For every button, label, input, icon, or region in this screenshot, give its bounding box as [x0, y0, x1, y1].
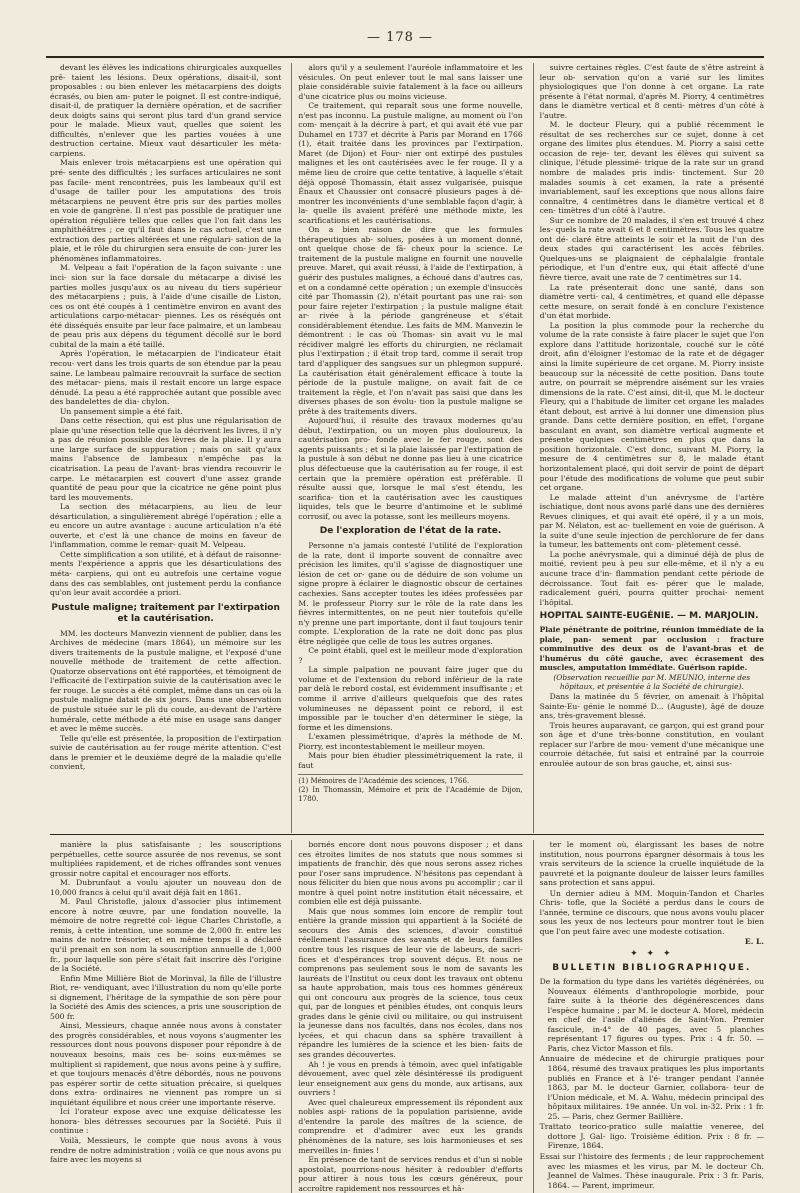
paragraph: Enfin Mme Millière Biot de Morinval, la fille de l'illustre Biot, re- vendiquant, avec l'illustration du nom qu'elle porte si dignement, l'héritage de la sympathie de son père pour la Société des Amis des sciences, a pris une souscription de 500 fr.: [50, 973, 282, 1021]
section-heading-pustule: Pustule maligne; traitement par l'extirpation et la cautérisation.: [51, 602, 280, 624]
bibliography-entry: Annuaire de médecine et de chirurgie pratiques pour 1864, résumé des travaux pratiques les plus importants publiés en France et à l'é- tranger pendant l'année 1863, par M. le docteur Garnier, collabora- teur de l'Union médicale, et M. A. Wahu, médecin principal des hôpitaux militaires. 19e année. Un vol. in-32. Prix : 1 fr. 25. — Paris, chez Germer Baillière.: [539, 1054, 764, 1121]
paragraph: Voilà, Messieurs, le compte que nous avons à vous rendre de notre administration ; voilà ce que nous avons pu faire avec les moyens si: [50, 1135, 282, 1165]
paragraph: Avec quel chaleureux empressement ils répondent aux nobles aspi- rations de la population parisienne, avide d'entendre la parole des maîtres de la science, de comprendre et d'admirer avec eux les grands phénomènes de la nature, ses lois harmonieuses et ses merveilles in- finies !: [298, 1097, 523, 1155]
paragraph: Sur ce nombre de 20 malades, il s'en est trouvé 4 chez les- quels la rate avait 6 et 8 centimètres. Tous les quatre ont dé- claré être atteints le soir et la nuit de l'un des deux stades qui caractérisent les accès fébriles. Quelques-uns se plaignaient de céphalalgie frontale périodique, et l'un d'entre eux, qui était affecté d'une fièvre tierce, avait une rate de 7 centimètres sur 14.: [539, 215, 764, 283]
paragraph: La simple palpation ne pouvant faire juger que du volume et de l'extension du rebord inférieur de la rate par delà le rebord costal, est évidemment insuffisante ; et comme il arrive d'ailleurs quelquefois que des rates volumineuses ne dépassent point ce rebord, il est impossible par le toucher d'en déterminer le siège, la forme et les dimensions.: [298, 665, 523, 732]
column-1: [50, 63, 281, 833]
author-signature: E. L.: [744, 937, 764, 947]
upper-columns: [50, 63, 764, 833]
paragraph: alors qu'il y a seulement l'auréole inflammatoire et les vésicules. On peut enlever tout le mal sans laisser une plaie considérable suivie fatalement à la face ou ailleurs d'une cicatrice plus ou moins vicieuse.: [298, 63, 523, 101]
paragraph: M. Dubrunfaut a voulu ajouter un nouveau don de 10,000 francs à celui qu'il avait déjà fait en 1861.: [50, 878, 282, 897]
paragraph: Ici l'orateur expose avec une exquise délicatesse les honora- bles détresses secourues par la Société. Puis il continue :: [50, 1107, 282, 1136]
bibliography-entry: Essai sur l'histoire des ferments ; de leur rapprochement avec les miasmes et les virus, par M. le docteur Ch. Jeannel de Valmes. Thèse inaugurale. Prix : 3 fr. Paris, 1864. — Parent, imprimeur.: [539, 1151, 764, 1190]
bottom-column-1: [50, 840, 281, 1193]
paragraph: L'examen plessimétrique, d'après la méthode de M. Piorry, est incontestablement le meilleur moyen.: [298, 732, 523, 751]
paragraph: devant les élèves les indications chirurgicales auxquelles prê- taient les lésions. Deux opérations, disait-il, sont proposables : ou bien enlever les métacarpiens des doigts écrasés, ou bien am- puter le poignet. Il est contre-indiqué, disait-il, de pratiquer la dernière opération, et de sacrifier deux doigts sains qui seront plus tard d'un grand service pour le malade. Mieux vaut, quelles que soient les difficultés, n'enlever que les parties vouées à une destruction certaine. Mieux vaut désarticuler les méta- carpiens.: [50, 63, 282, 158]
bottom-column-3: [533, 840, 764, 1193]
bibliography-heading: BULLETIN BIBLIOGRAPHIQUE.: [552, 962, 752, 973]
paragraph: Le malade atteint d'un anévrysme de l'artère ischiatique, dont nous avons parlé dans une des dernières Revues cliniques, et qui avait été opéré, il y a un mois, par M. Nélaton, est ac- tuellement en voie de guérison. A la suite d'une seule injection de perchlorure de fer dans la tumeur, les battements ont com- plètement cessé.: [539, 492, 764, 550]
bottom-column-2: [291, 840, 522, 1193]
paragraph: Dans cette résection, qui est plus une régularisation de plaie qu'une résection telle que la décrivent les livres, il n'y a pas de réunion possible des lèvres de la plaie. Il y aura une large surface de suppuration ; mais on sait qu'aux mains l'absence de lambeaux n'empêche pas la cicatrisation. La peau de l'avant- bras viendra recouvrir le carpe. Le métacarpien est couvert d'une assez grande quantité de peau pour que la cicatrice ne gêne point plus tard les mouvements.: [50, 416, 282, 502]
paragraph: ter le moment où, élargissant les bases de notre institution, nous pourrons épargner désormais à tous les vrais serviteurs de la science la cruelle inquiétude de la pauvreté et la poignante douleur de laisser leurs familles sans protection et sans appui.: [539, 840, 764, 888]
paragraph: On a bien raison de dire que les formules thérapeutiques ab- solues, posées à un moment donné, ont quelque chose de fâ- cheux pour la science. Le traitement de la pustule maligne en fournit une nouvelle preuve. Maret, qui avait réussi, à l'aide de l'extirpation, à guérir des pustules malignes, a échoué dans d'autres cas, et on a condamné cette opération ; un exemple d'insuccès cité par Thomassin (2), n'était pourtant pas une rai- son pour faire rejeter l'extirpation ; la pustule maligne était ar- rivée à la période gangréneuse et s'était considérablement étendue. Les faits de MM. Manvezin le démontrent : le cas où Thomas- sin avait vu le mal récidiver malgré les efforts du chirurgien, ne réclamait plus l'extirpation ; il était trop tard, comme il serait trop tard d'appliquer des sangsues sur un phlegmon suppuré. La cautérisation était généralement efficace à toute la période de la pustule maligne, on avait fait de ce traitement la règle, et l'on n'avait pas saisi que dans les diverses phases de son évolu- tion la pustule maligne se prête à des traitements divers.: [298, 225, 523, 416]
section-heading-hospital: HOPITAL SAINTE-EUGÉNIE. — M. MARJOLIN.: [539, 611, 759, 622]
paragraph: Aujourd'hui, il résulte des travaux modernes qu'au début, l'extirpation, ou un moyen plus douloureux, la cautérisation pro- fonde avec le fer rouge, sont des agents puissants ; et si la plaie laissée par l'extirpation de la pustule à son début ne donne pas lieu à une cicatrice plus défectueuse que la cautérisation au fer rouge, il est certain que la première opération est préférable. Il résulte aussi que, lorsque le mal s'est étendu, les scarifica- tion et la cautérisation avec les caustiques liquides, tels que le beurre d'antimoine et le sublimé corrosif, ou avec la potasse, sont les meilleurs moyens.: [298, 416, 523, 521]
paragraph: MM. les docteurs Manvezin viennent de publier, dans les Archives de médecine (mars 1864), un mémoire sur les divers traitements de la pustule maligne, et l'exposé d'une nouvelle méthode de traitement de cette affection. Quatorze observations ont été rapportées, et témoignent de l'efficacité de l'extirpation suivie de la cautérisation avec le fer rouge. Le succès a été complet, même dans un cas où la pustule maligne datait de six jours. Dans une observation de pustule située sur le pli du coude, au-devant de l'artère humérale, cette méthode a été mise en usage sans danger et avec le même succès.: [50, 628, 282, 734]
section-heading-exploration: De l'exploration de l'état de la rate.: [319, 526, 502, 537]
paragraph: Ce traitement, qui reparaît sous une forme nouvelle, n'est pas inconnu. La pustule maligne, au moment où l'on com- mençait à la décrire à part, et qui avait été vue par Duhamel en 1737 et décrite à Paris par Morand en 1766 (1), était traitée dans les provinces par l'extirpation. Maret (de Dijon) et Four- nier ont extirpé des pustules malignes et les ont cautérisées avec le fer rouge. Il y a même lieu de croire que cette tentative, à laquelle s'était déjà opposé Thomassin, était assez vulgarisée, puisque Énaux et Chaussier ont consacré plusieurs pages à dé- montrer les inconvénients d'une semblable façon d'agir, à la- quelle ils avaient préféré une méthode mixte, les scarifications et les cautérisations.: [298, 101, 523, 225]
paragraph: Trois heures auparavant, ce garçon, qui est grand pour son âge et d'une très-bonne constitution, en voulant replacer sur l'arbre de mou- vement d'une mécanique une courroie détachée, fut saisi et entraîné par la courroie enroulée autour de son bras gauche, et, ainsi sus-: [539, 720, 764, 768]
footnotes: [298, 774, 522, 804]
paragraph: La position la plus commode pour la recherche du volume de la rate consiste à faire placer le sujet que l'on explore dans l'attitude horizontale, couché sur le côté droit, afin d'éloigner l'estomac de la rate et de dégager ainsi la limite supérieure de cet organe. M. Piorry insiste beaucoup sur la nécessité de cette position. Dans toute autre, on pourrait se méprendre aisément sur les vraies dimensions de la rate. C'est ainsi, dit-il, que M. le docteur Fleury, qui a l'habitude de limiter cet organe les malades étant debout, est arrivé à lui donner une dimension plus grande. Dans cette dernière position, en effet, l'organe basculant en avant, son diamètre vertical augmente et présente quelques centimètres en plus que dans la position horizontale. C'est donc, suivant M. Piorry, la mesure de 4 centimètres sur 8, le malade étant horizontalement placé, qui doit servir de point de départ pour l'étude des modifications de volume que peut subir cet organe.: [539, 320, 764, 493]
paragraph: La rate présenterait donc une santé, dans son diamètre verti- cal, 4 centimètres, et quand elle dépasse cette mesure, on serait fondé à en conclure l'existence d'un état morbide.: [539, 282, 764, 321]
paragraph: Mais enlever trois métacarpiens est une opération qui pré- sente des difficultés ; les surfaces articulaires ne sont pas facile- ment rencontrées, puis les lambeaux qu'il est d'usage de tailler pour les amputations des trois métacarpiens ne peuvent être pris sur des parties molles en voie de gangrène. Il n'est pas possible de pratiquer une opération régulière telles que celles que l'on fait dans les amphithéâtres ; ce qu'il faut dans le cas actuel, c'est une extraction des parties altérées et une régulari- sation de la plaie, et le rôle du chirurgien sera ensuite de con- jurer les phénomènes inflammatoires.: [50, 158, 282, 263]
paragraph: Telle qu'elle est présentée, la proposition de l'extirpation suivie de cautérisation au fer rouge mérite attention. C'est dans le premier et le deuxième degré de la maladie qu'elle convient,: [50, 733, 282, 772]
paragraph: manière la plus satisfaisante ; les souscriptions perpétuelles, cette source assurée de nos revenus, se sont multipliées rapidement, et de riches offrandes sont venues grossir notre capital et encourager nos efforts.: [50, 840, 282, 878]
paragraph: Ainsi, Messieurs, chaque année nous avons à constater des progrès considérables, et nous voyons s'augmenter les ressources dont nous pouvons disposer pour répondre à de nouveaux besoins, mais ces be- soins eux-mêmes se multiplient si rapidement, que nous avons peine à y suffire, et que toujours menacés d'être débordés, nous ne pouvons pas espérer sortir de cette situation précaire, si quelques dons extra- ordinaires ne viennent pas rompre un si inquiétant équilibre et nous créer une importante réserve.: [50, 1021, 282, 1107]
paragraph: Après l'opération, le métacarpien de l'indicateur était recou- vert dans les trois quarts de son étendue par la peau saine. Le lambeau palmaire recouvrait la surface de section des métacar- piens, mais il restait encore un large espace dénudé. La peau a été rapprochée autant que possible avec des bandelettes de dia- chylon.: [50, 349, 282, 407]
paragraph: M. le docteur Fleury, qui a publié récemment le résultat de ses recherches sur ce sujet, donne à cet organe des limites plus étendues. M. Piorry a saisi cette occasion de reje- ter, devant les élèves qui suivent sa clinique, l'étude plessimé- trique de la rate sur un grand nombre de malades pris indis- tinctement. Sur 20 malades soumis à cet examen, la rate a présenté invariablement, sauf les exceptions que nous allons faire connaître, 4 centimètres dans le diamètre vertical et 8 cen- timètres d'un côté à l'autre.: [539, 120, 764, 216]
paragraph: Mais pour bien étudier plessimétriquement la rate, il faut: [298, 751, 523, 770]
column-2: [291, 63, 522, 833]
paragraph: La poche anévrysmale, qui a diminué déjà de plus de moitié, revient peu à peu sur elle-même, et il n'y a eu aucune trace d'in- flammation pendant cette période de décroissance. Tout fait es- pérer que le malade, radicalement guéri, pourra quitter prochai- nement l'hôpital.: [539, 549, 764, 607]
paragraph: Personne n'a jamais contesté l'utilité de l'exploration de la rate, dont il importe souvent de connaître avec précision les limites, qu'il s'agisse de diagnostiquer une lésion de cet or- gane ou de déduire de son volume un signe propre à éclairer le diagnostic obscur de certaines cachexies. Sans accepter toutes les idées professées par M. le professeur Piorry sur le rôle de la rate dans les fièvres intermittentes, on ne peut nier toutefois qu'elle n'y prenne une part importante, dont il faut toujours tenir compte. L'exploration de la rate ne doit donc pas plus être négligée que celle de tous les autres organes.: [298, 541, 523, 646]
page-number: — 178 —: [366, 30, 434, 45]
case-observation-note: (Observation recueillie par M. MEUNIO, interne des hôpitaux, et présentée à la Société de chirurgie).: [553, 672, 751, 692]
lower-columns: [50, 840, 764, 1193]
bibliography-entry: De la formation du type dans les variétés dégénérées, ou Nouveaux éléments d'anthropologie morbide, pour faire suite à la théorie des dégénérescences dans l'espèce humaine ; par M. le docteur A. Morel, médecin en chef de l'asile d'aliénés de Saint-Yon. Premier fascicule, in-4° de 40 pages, avec 5 planches représentant 17 figures ou types. Prix : 4 fr. 50. — Paris, chez Victor Masson et fils.: [539, 977, 764, 1053]
footnote: (1) Mémoires de l'Académie des sciences, 1766.: [298, 777, 470, 786]
paragraph: Cette simplification a son utilité, et à défaut de raisonne- ments l'expérience a appris que les désarticulations des méta- carpiens, qui ont eu autrefois une certaine vogue dans des cas semblables, ont justement perdu la confiance qu'on leur avait accordée a priori.: [50, 549, 282, 598]
paragraph: bornés encore dont nous pouvons disposer ; et dans ces étroites limites de nos statuts que nous sommes si impatients de franchir, dès que nous serons assez riches pour l'oser sans imprudence. N'hésitons pas cependant à nous féliciter du bien que nous avons pu accomplir ; car il montre à quel point notre institution était nécessaire, et combien elle est déjà puissante.: [298, 840, 523, 907]
ornament-divider: ✦ ✦ ✦: [630, 949, 674, 960]
paragraph: M. Velpeau a fait l'opération de la façon suivante : une inci- sion sur la face dorsale du métacarpe a divisé les parties molles jusqu'aux os au niveau du tiers supérieur des métacarpiens ; puis, à l'aide d'une cisaille de Liston, ces os ont été coupés à 1 centimètre environ en avant des articulations carpo-métacar- piennes. Les os réséqués ont été disséqués ensuite par leur face palmaire, et un lambeau de peau pris aux dépens du tégument décollé sur le bord cubital de la main a été taillé.: [50, 263, 282, 349]
paragraph: Ah ! je vous en prends à témoin, avec quel infatigable dévouement, avec quel zèle désintéressé ils prodiguent leur enseignement aux gens du monde, aux artisans, aux ouvriers !: [298, 1059, 523, 1098]
paragraph: M. Paul Christofle, jaloux d'associer plus intimement encore à notre œuvre, par une fondation nouvelle, la mémoire de notre regretté col- lègue Charles Christofle, a remis, à cette intention, une somme de 2,000 fr. entre les mains de notre trésorier, et en même temps il a déclaré qu'il prenait en son nom la souscription annuelle de 1,000 fr., pour laquelle son père s'était fait inscrire dès l'origine de la Société.: [50, 897, 282, 974]
footnote: (2) In Thomassin, Mémoire et prix de l'Académie de Dijon, 1780.: [298, 786, 523, 804]
paragraph: Un dernier adieu à MM. Moquin-Tandon et Charles Chris- tofle, que la Société a perdus dans le cours de l'année, termine ce discours, que nous avons voulu placer sous les yeux de nos lecteurs pour montrer tout le bien que l'on peut faire avec une modeste cotisation.: [539, 888, 764, 936]
bibliography-entry: Trattato teorico-pratico sulle malattie veneree, del dottore J. Gal- ligo. Troisième édition. Prix : 8 fr. — Firenze, 1864.: [539, 1122, 764, 1151]
paragraph: La section des métacarpiens, au lieu de leur désarticulation, a singulièrement abrégé l'opération ; elle a eu encore un autre avantage : aucune articulation n'a été ouverte, et c'est là une chance de moins en faveur de l'inflammation, comme le remar- quait M. Velpeau.: [50, 502, 282, 550]
header-rule: [46, 56, 764, 58]
paragraph: suivre certaines règles. C'est faute de s'être astreint à leur ob- servation qu'on a varié sur les limites physiologiques que l'on donne à cet organe. La rate présente à l'état normal, d'après M. Piorry, 4 centimètres dans le diamètre vertical et 8 centi- mètres d'un côté à l'autre.: [539, 63, 764, 120]
case-subtitle: Plaie pénétrante de poitrine, réunion immédiate de la plaie, pan- sement par occlusion : fracture comminutive des deux os de l'avant-bras et de l'humérus du côté gauche, avec écrasement des muscles, amputation immédiate. Guérison rapide.: [539, 625, 764, 673]
paragraph: Mais que nous sommes loin encore de remplir tout entière la grande mission qui appartient à la Société de secours des Amis des sciences, d'avoir constitué réellement l'assurance des savants et de leurs familles contre tous les risques de leur vie de labeurs, de sacri- fices et d'espérances trop souvent déçus. Et nous ne comprenons pas seulement sous le nom de savants les lauréats de l'Institut ou ceux dont les travaux ont obtenu sa haute approbation, mais tous ces hommes généreux qui ont concouru aux progrès de la science, tous ceux qui, par de longues et pénibles études, ont conquis leurs grades dans le génie civil ou militaire, ou qui instruisent la jeunesse dans nos facultés, dans nos écoles, dans nos lycées, et qui chacun dans sa sphère travaillent à répandre les lumières de la science et les bien- faits de ses grandes découvertes.: [298, 906, 523, 1060]
paragraph: En présence de tant de services rendus et d'un si noble apostolat, pourrions-nous hésiter à redoubler d'efforts pour attirer à nous tous les cœurs généreux, pour accroître rapidement nos ressources et hâ-: [298, 1155, 523, 1193]
section-divider-rule: [50, 834, 764, 835]
paragraph: Ce point établi, quel est le meilleur mode d'exploration ?: [298, 646, 523, 665]
column-3: [533, 63, 764, 833]
paragraph: Dans la matinée du 5 février, on amenait à l'hôpital Sainte-Eu- génie le nommé D... (Auguste), âgé de douze ans, très-gravement blessé.: [539, 692, 764, 721]
paragraph: Un pansement simple a été fait.: [60, 406, 183, 416]
